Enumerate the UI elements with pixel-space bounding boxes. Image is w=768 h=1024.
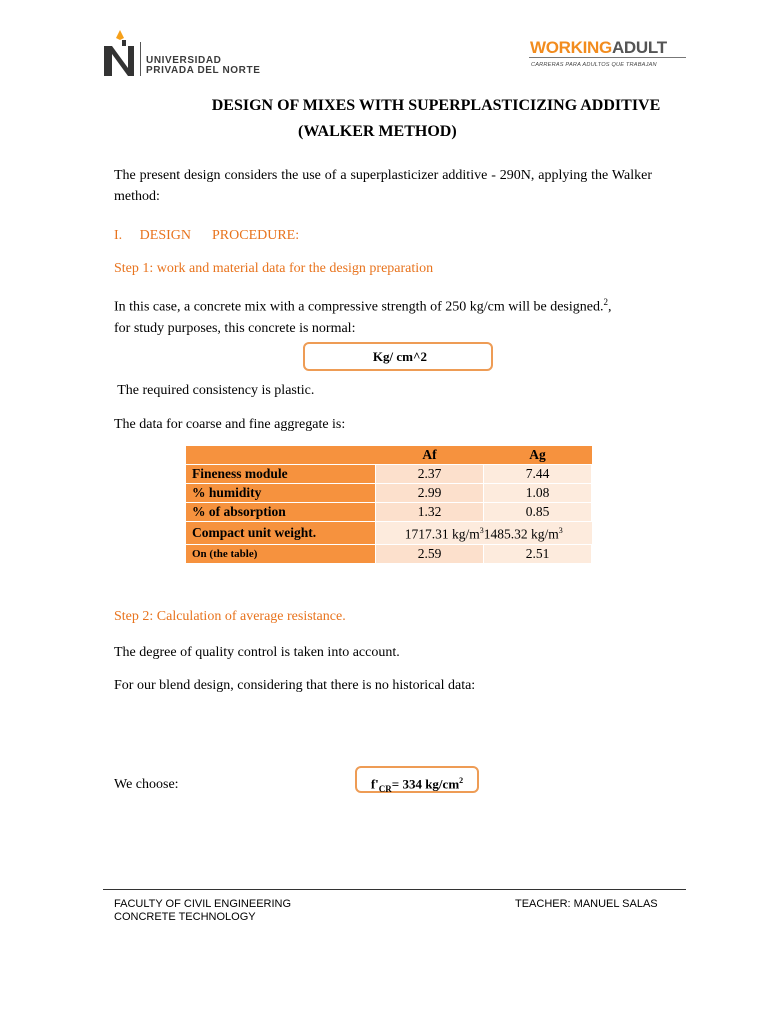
table-row <box>186 465 592 484</box>
table-header-ag: Ag <box>484 446 592 465</box>
cell-ag: 1485.32 kg/m <box>483 526 559 542</box>
cell-ag-sup: 3 <box>558 526 563 535</box>
upn-emblem-icon <box>100 28 144 78</box>
step1-text-b: for study purposes, this concrete is normal: <box>114 320 356 336</box>
cell-af: 1.32 <box>376 503 484 522</box>
consistency-text: The required consistency is plastic. <box>114 383 315 398</box>
step2-heading: Step 2: Calculation of average resistance. <box>114 609 346 624</box>
footer-rule <box>103 889 686 890</box>
step1-paragraph <box>114 292 652 339</box>
choose-label: We choose: <box>114 777 179 792</box>
workingadult-logo <box>530 38 667 58</box>
document-title-line2: (WALKER METHOD) <box>298 123 457 140</box>
cell-ag: 2.51 <box>484 544 592 563</box>
unit-box <box>303 342 493 371</box>
row-label: On (the table) <box>186 544 376 563</box>
table-row <box>186 503 592 522</box>
row-label: Fineness module <box>186 465 376 484</box>
step2-text-a: The degree of quality control is taken into account. <box>114 645 400 660</box>
step1-heading: Step 1: work and material data for the design preparation <box>114 261 434 276</box>
table-header-af: Af <box>376 446 484 465</box>
step1-sup: 2 <box>603 297 608 307</box>
row-label: % humidity <box>186 484 376 503</box>
aggregate-intro: The data for coarse and fine aggregate is: <box>114 417 346 432</box>
cell-unit-weight <box>376 522 592 545</box>
brand-tagline: CARRERAS PARA ADULTOS QUE TRABAJAN <box>531 62 657 68</box>
table-row <box>186 544 592 563</box>
footer-faculty: FACULTY OF CIVIL ENGINEERING <box>114 898 292 910</box>
fcr-result-box <box>355 766 479 793</box>
table-header-row <box>186 446 592 465</box>
aggregate-table <box>186 446 592 563</box>
unit-box-label: Kg/ cm^2 <box>372 349 428 364</box>
step1-text-a: In this case, a concrete mix with a compressive strength of 250 kg/cm will be designed. <box>114 299 604 315</box>
cell-ag: 7.44 <box>484 465 592 484</box>
fcr-value: = 334 kg/cm <box>391 776 460 792</box>
fcr-prefix: f' <box>370 776 379 792</box>
document-title-line1: DESIGN OF MIXES WITH SUPERPLASTICIZING ADDITIVE <box>211 97 661 114</box>
footer-teacher: TEACHER: MANUEL SALAS <box>515 898 658 910</box>
university-name <box>146 56 260 76</box>
table-header-empty <box>186 446 376 465</box>
footer-course: CONCRETE TECHNOLOGY <box>114 911 256 923</box>
university-line1: UNIVERSIDAD <box>146 55 222 66</box>
cell-ag: 1.08 <box>484 484 592 503</box>
fcr-sub: CR <box>378 783 392 794</box>
cell-af: 2.37 <box>376 465 484 484</box>
brand-working: WORKING <box>530 38 612 57</box>
section-heading-procedure: I. DESIGN PROCEDURE: <box>114 228 300 243</box>
fcr-sup: 2 <box>459 776 464 785</box>
cell-ag: 0.85 <box>484 503 592 522</box>
intro-paragraph: The present design considers the use of a superplasticizer additive - 290N, applying the Walker method: <box>114 168 652 204</box>
row-label: % of absorption <box>186 503 376 522</box>
table-row <box>186 484 592 503</box>
row-label: Compact unit weight. <box>186 522 376 545</box>
cell-af: 2.59 <box>376 544 484 563</box>
upn-logo-separator <box>140 42 141 76</box>
brand-adult: ADULT <box>611 38 667 57</box>
footer-left <box>114 898 291 924</box>
step1-tail: , <box>607 299 612 315</box>
cell-af: 1717.31 kg/m <box>404 526 480 542</box>
brand-rule <box>529 57 686 58</box>
cell-af: 2.99 <box>376 484 484 503</box>
university-line2: PRIVADA DEL NORTE <box>146 65 261 76</box>
step2-text-b: For our blend design, considering that there is no historical data: <box>114 678 476 693</box>
table-row <box>186 522 592 545</box>
cell-af-sup: 3 <box>479 526 484 535</box>
